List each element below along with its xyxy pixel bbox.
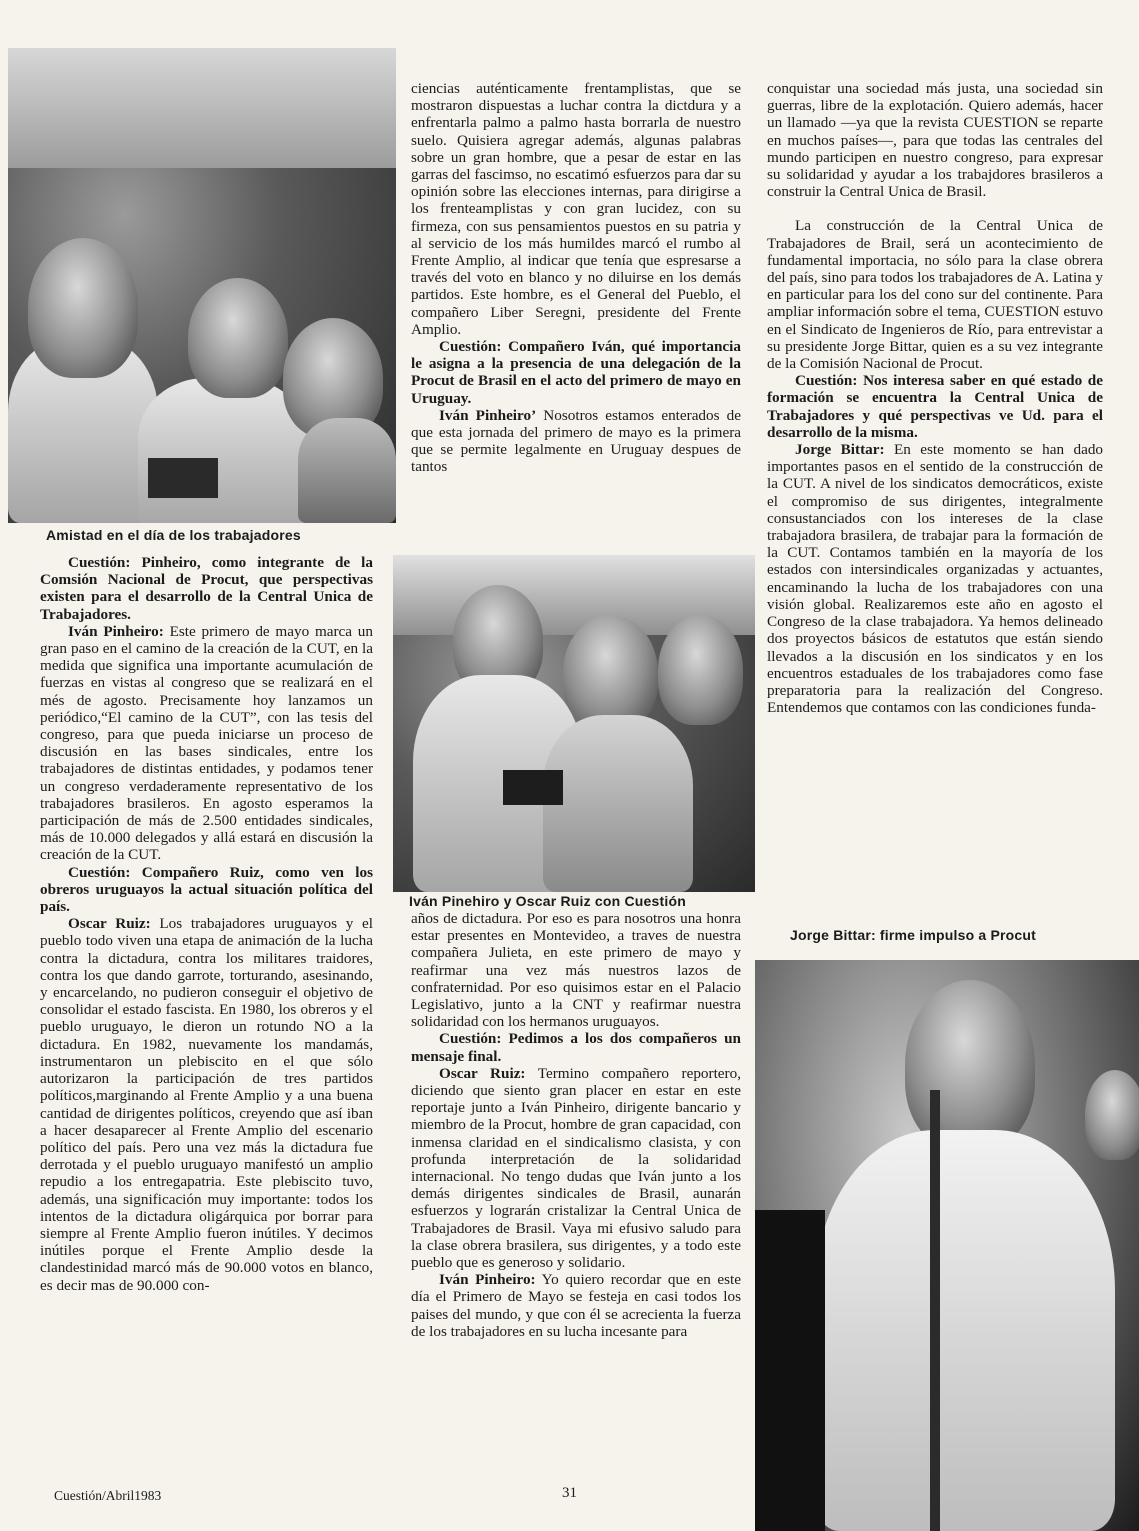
footer-issue: Cuestión/Abril1983 xyxy=(54,1488,162,1503)
speaker-pinheiro: Iván Pinheiro: xyxy=(68,622,164,640)
page-number: 31 xyxy=(562,1485,577,1501)
column-1 xyxy=(40,554,373,1294)
answer-1: Iván Pinheiro: Este primero de mayo marca un gran paso en el camino de la creación de la CUT, en la medida que significa una importante acumulación de fuerzas en vistas al congreso que se realizará en el més de agosto. Precisamente hoy lanzamos un periódico,“El camino de la CUT”, con las tesis del congreso, para que pueda iniciarse un proceso de discusión en las bases sindicales, entre los trabajadores de distintas entidades, y podamos tener un congreso verdaderamente representativo de los trabajadores brasileros. En agosto esperamos la participación de más de 2.500 entidades sindicales, más de 10.000 delegados y allá estará en discusión la creación de la CUT. xyxy=(40,622,373,864)
photo-pinheiro-ruiz xyxy=(393,555,755,892)
answer-3: Iván Pinheiro’ Nosotros estamos enterados de que esta jornada del primero de mayo es la primera que se permite legalmente en Uruguay despues de tantos xyxy=(411,406,741,476)
column-2-top xyxy=(411,80,741,476)
text-continuation: ciencias auténticamente frentamplistas, que se mostraron dispuestas a luchar contra la dictdura y a enfrentarla palmo a palmo hasta borrarla de nuestro suelo. Quisiera agregar además, algunas palabras sobre un gran hombre, que a pesar de estar en las garras del fascimso, no escatimó esfuerzos para dar su opinión sobre las elecciones internas, para dirigirse a los frenteamplistas y con gran lucidez, con su firmeza, con sus pensamientos puestos en su patria y al servicio de los más humildes marcó el rumbo al Frente Amplio, al indicar que tenía que espresarse a través del voto en blanco y no diluirse en los demás partidos. Este hombre, es el General del Pueblo, el compañero Liber Seregni, presidente del Frente Amplio. xyxy=(411,80,741,338)
text-continuation-3: conquistar una sociedad más justa, una sociedad sin guerras, libre de la explotación. Quiero además, hacer un llamado —ya que la revista CUESTION se reparte en muchos países—, para que todas las centrales del mundo participen en nuestro congreso, para expresar su solidaridad y ayudar a los trabajdores brasileros a construir la Central Unica de Brasil. xyxy=(767,80,1103,201)
answer-6: Jorge Bittar: En este momento se han dado importantes pasos en el sentido de la construcción de la CUT. A nivel de los sindicatos democráticos, existe el compromiso de sus dirigentes, integralmente consustanciados con los intereses de la clase trabajadora brasilera, de trabajar para la formación de la CUT. Contamos también en la mayoría de los estados con intersindicales organizadas y actuantes, encaminando la lucha de los trabajadores con una visión global. Realizaremos este año en agosto el Congreso de la clase trabajadora. Ya hemos delineado dos proyectos básicos de estatutos que están siendo llevados a la discusión en los sindicatos y en los encuentros estaduales de los trabajadores como fase preparatoria para la realización del Congreso. Entendemos que contamos con las condiciones funda- xyxy=(767,441,1104,717)
speaker-ruiz-2: Oscar Ruiz: xyxy=(439,1064,526,1082)
speaker-bittar: Jorge Bittar: xyxy=(795,441,885,459)
question-3: Cuestión: Compañero Iván, qué importancia le asigna a la presencia de una delegación de la Procut de Brasil en el acto del primero de mayo en Uruguay. xyxy=(411,338,741,407)
speaker-pinheiro-2: Iván Pinheiro’ xyxy=(439,406,537,424)
column-2-bottom xyxy=(411,910,741,1340)
photo-friendship xyxy=(8,48,396,523)
question-2: Cuestión: Compañero Ruiz, como ven los obreros uruguayos la actual situación política del país. xyxy=(40,863,373,916)
answer-2: Oscar Ruiz: Los trabajadores uruguayos y el pueblo todo viven una etapa de animación de la lucha contra la dictadura, contra los militares traidores, contra los que dando garrote, torturando, asesinando, y encarcelando, no pudieron conseguir el objetivo de consolidar el estado fascista. En 1980, los obreros y el pueblo uruguayo, le dieron un rotundo NO a la dictadura. En 1982, nuevamente los mandamás, instrumentaron un plebiscito en el que sólo autorizaron la participación de tres partidos políticos,marginando al Frente Amplio y a una buena cantidad de dirigentes políticos, creyendo que así iban a hacer desaparecer al Frente Amplio del escenario político del país. Pero una vez más la dictadura fue derrotada y el pueblo uruguayo manifestó un amplio repudio a los entregapatria. Este plebiscito tuvo, además, una significación muy importante: todos los intentos de la dictadura oligárquica por borrar para siempre al Frente Amplio fueron inútiles. Y decimos inútiles porque el Frente Amplio desde la clandestinidad marcó más de 90.000 votos en blanco, es decir mas de 90.000 con- xyxy=(40,915,373,1294)
column-3 xyxy=(767,80,1103,716)
photo-bittar xyxy=(755,960,1139,1531)
speaker-ruiz: Oscar Ruiz: xyxy=(68,915,151,933)
answer-5: Iván Pinheiro: Yo quiero recordar que en este día el Primero de Mayo se festeja en casi todos los paises del mundo, y que con él se acrecienta la fuerza de los trabajadores en su lucha incesante para xyxy=(411,1271,742,1340)
speaker-pinheiro-3: Iván Pinheiro: xyxy=(439,1271,536,1289)
question-4: Cuestión: Pedimos a los dos compañeros un mensaje final. xyxy=(411,1030,741,1065)
question-5: Cuestión: Nos interesa saber en qué estado de formación se encuentra la Central Unica de Trabajadores y qué perspectivas ve Ud. para el desarrollo de la misma. xyxy=(767,372,1103,441)
text-continuation-2: años de dictadura. Por eso es para nosotros una honra estar presentes en Montevideo, a traves de nuestra compañera Julieta, en este primero de mayo y reafirmar una vez más nuestros lazos de confraternidad. Por eso quisimos estar en el Palacio Legislativo, junto a la CNT y reafirmar nuestra solidaridad con los hermanos uruguayos. xyxy=(411,910,741,1031)
question-1: Cuestión: Pinheiro, como integrante de la Comsión Nacional de Procut, que perspectivas existen para el desarrollo de la Central Unica de Trabajadores. xyxy=(40,554,373,623)
answer-4: Oscar Ruiz: Termino compañero reportero, diciendo que siento gran placer en estar en este reportaje junto a Iván Pinheiro, dirigente bancario y miembro de la Procut, hombre de gran capacidad, con inmensa claridad en el sindicalismo clasista, y con profunda interpretación de la solidaridad internacional. No tengo dudas que Iván junto a los demás dirigentes sindicales de Brasil, aunarán esfuerzos y lograrán cristalizar la Central Unica de Trabajadores de Brasil. Vaya mi efusivo saludo para la clase obrera brasilera, sus dirigentes, y a todo este pueblo que es generoso y solidario. xyxy=(411,1064,741,1272)
photo-caption-bittar: Jorge Bittar: firme impulso a Procut xyxy=(790,927,1037,943)
photo-caption-friendship: Amistad en el día de los trabajadores xyxy=(46,527,301,543)
intro-paragraph: La construcción de la Central Unica de Trabajadores de Brail, será un acontecimiento de fundamental importacia, no sólo para la clase obrera del país, sino para todos los trabajadores de A. Latina y en particular para los del cono sur del continente. Para ampliar información sobre el tema, CUESTION estuvo en el Sindicato de Ingenieros de Río, para entrevistar a su presidente Jorge Bittar, quien es a su vez integrante de la Comisión Nacional de Procut. xyxy=(767,217,1103,373)
photo-caption-pinheiro-ruiz: Iván Pinehiro y Oscar Ruiz con Cuestión xyxy=(409,893,686,909)
